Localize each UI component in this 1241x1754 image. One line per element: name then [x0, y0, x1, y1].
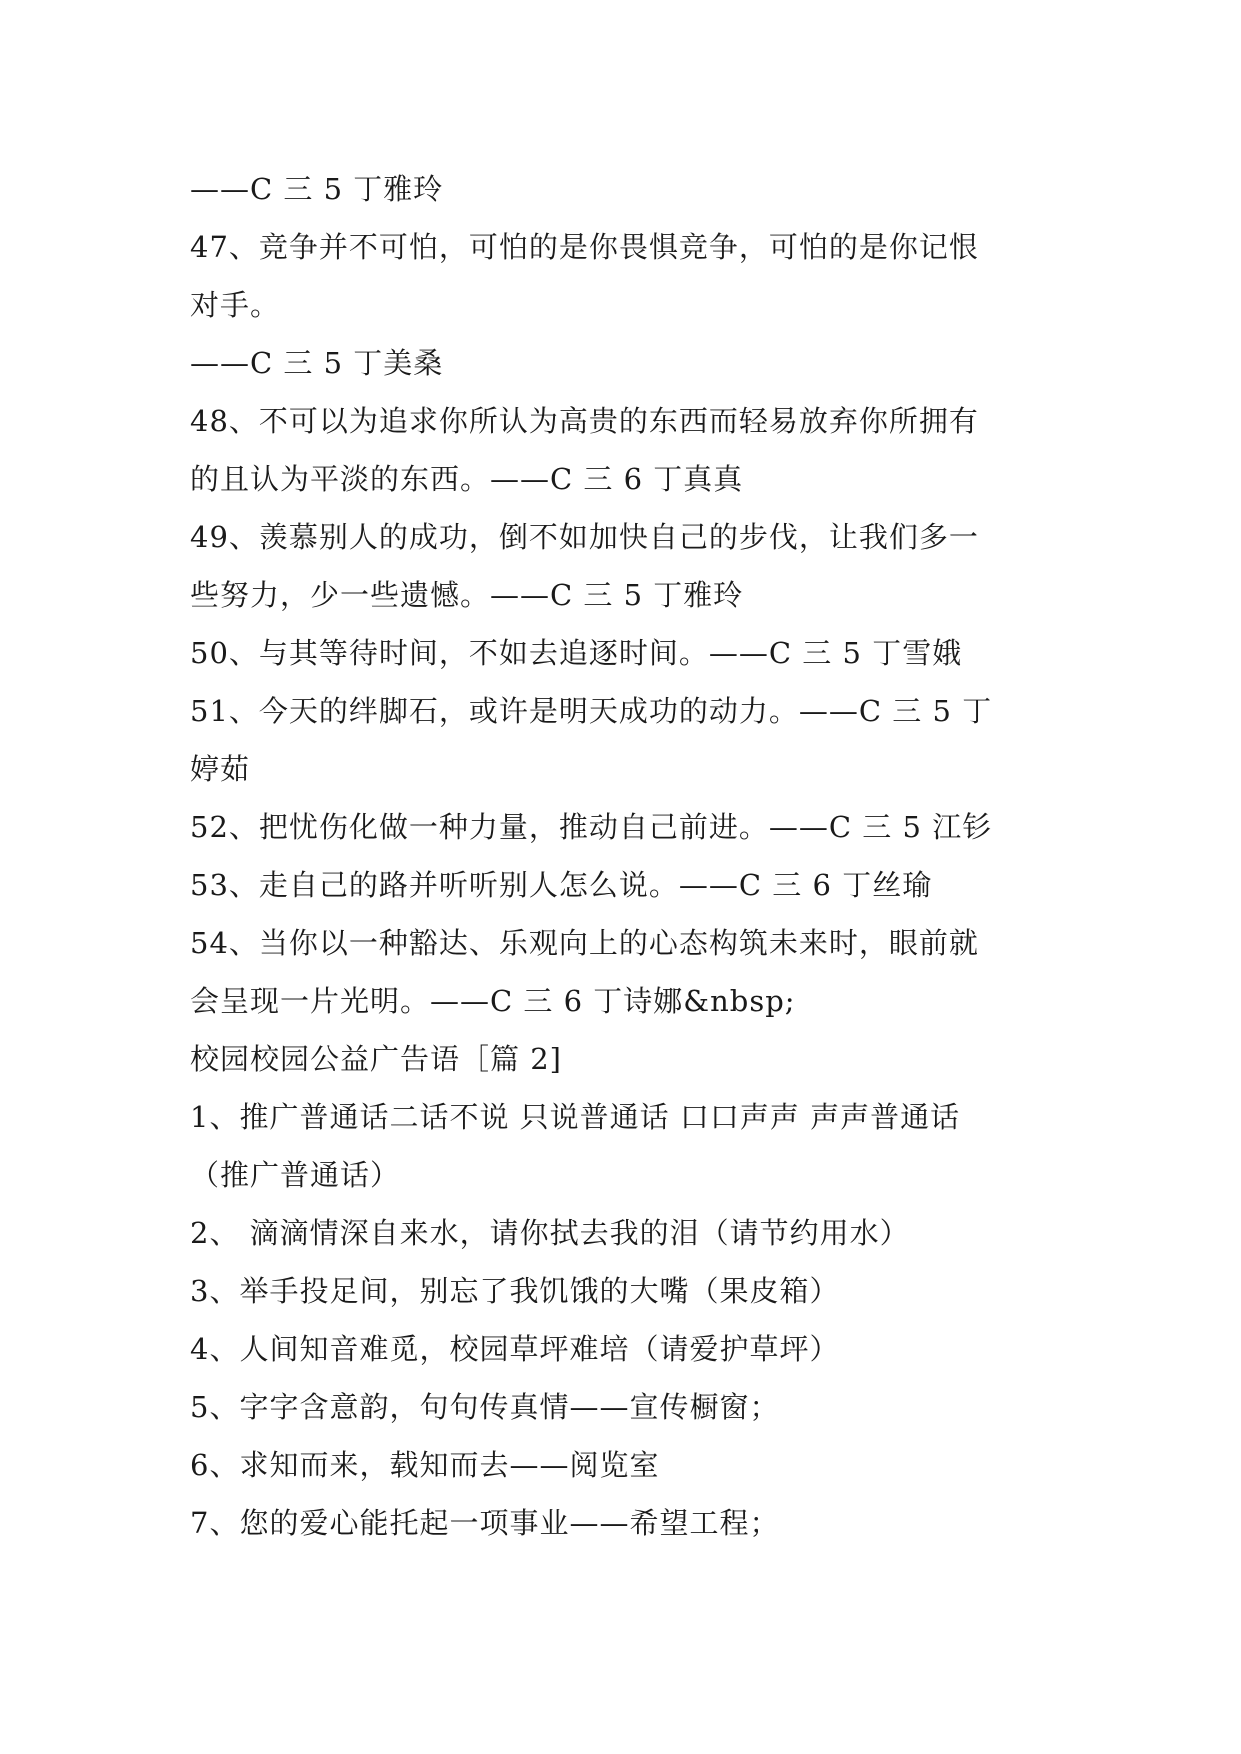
- document-body: [190, 160, 1060, 1552]
- text-line: 会呈现一片光明。——C 三 6 丁诗娜&nbsp;: [190, 984, 796, 1018]
- text-line: 4、人间知音难觅，校园草坪难培（请爱护草坪）: [190, 1332, 840, 1366]
- text-line: 50、与其等待时间，不如去追逐时间。——C 三 5 丁雪娥: [190, 636, 963, 670]
- text-line: 1、推广普通话二话不说 只说普通话 口口声声 声声普通话: [190, 1100, 961, 1134]
- text-line: 47、竞争并不可怕，可怕的是你畏惧竞争，可怕的是你记恨: [190, 230, 979, 264]
- text-line: 49、羡慕别人的成功，倒不如加快自己的步伐，让我们多一: [190, 520, 979, 554]
- text-line: ——C 三 5 丁雅玲: [190, 172, 444, 206]
- text-line: 54、当你以一种豁达、乐观向上的心态构筑未来时，眼前就: [190, 926, 979, 960]
- text-line: 的且认为平淡的东西。——C 三 6 丁真真: [190, 462, 744, 496]
- text-line: 48、不可以为追求你所认为高贵的东西而轻易放弃你所拥有: [190, 404, 979, 438]
- text-line: 52、把忧伤化做一种力量，推动自己前进。——C 三 5 江钐: [190, 810, 993, 844]
- section-heading: 校园校园公益广告语［篇 2]: [190, 1042, 562, 1076]
- text-line: 6、求知而来，载知而去——阅览室: [190, 1448, 660, 1482]
- text-line: 婷茹: [190, 752, 251, 786]
- text-line: 3、举手投足间，别忘了我饥饿的大嘴（果皮箱）: [190, 1274, 840, 1308]
- text-line: 53、走自己的路并听听别人怎么说。——C 三 6 丁丝瑜: [190, 868, 933, 902]
- text-line: 2、 滴滴情深自来水，请你拭去我的泪（请节约用水）: [190, 1216, 910, 1250]
- text-line: 些努力，少一些遗憾。——C 三 5 丁雅玲: [190, 578, 744, 612]
- text-line: ——C 三 5 丁美桑: [190, 346, 444, 380]
- text-line: （推广普通话）: [190, 1158, 401, 1192]
- text-line: 7、您的爱心能托起一项事业——希望工程；: [190, 1506, 780, 1540]
- text-line: 51、今天的绊脚石，或许是明天成功的动力。——C 三 5 丁: [190, 694, 993, 728]
- text-line: 对手。: [190, 288, 281, 322]
- text-line: 5、字字含意韵，句句传真情——宣传橱窗；: [190, 1390, 780, 1424]
